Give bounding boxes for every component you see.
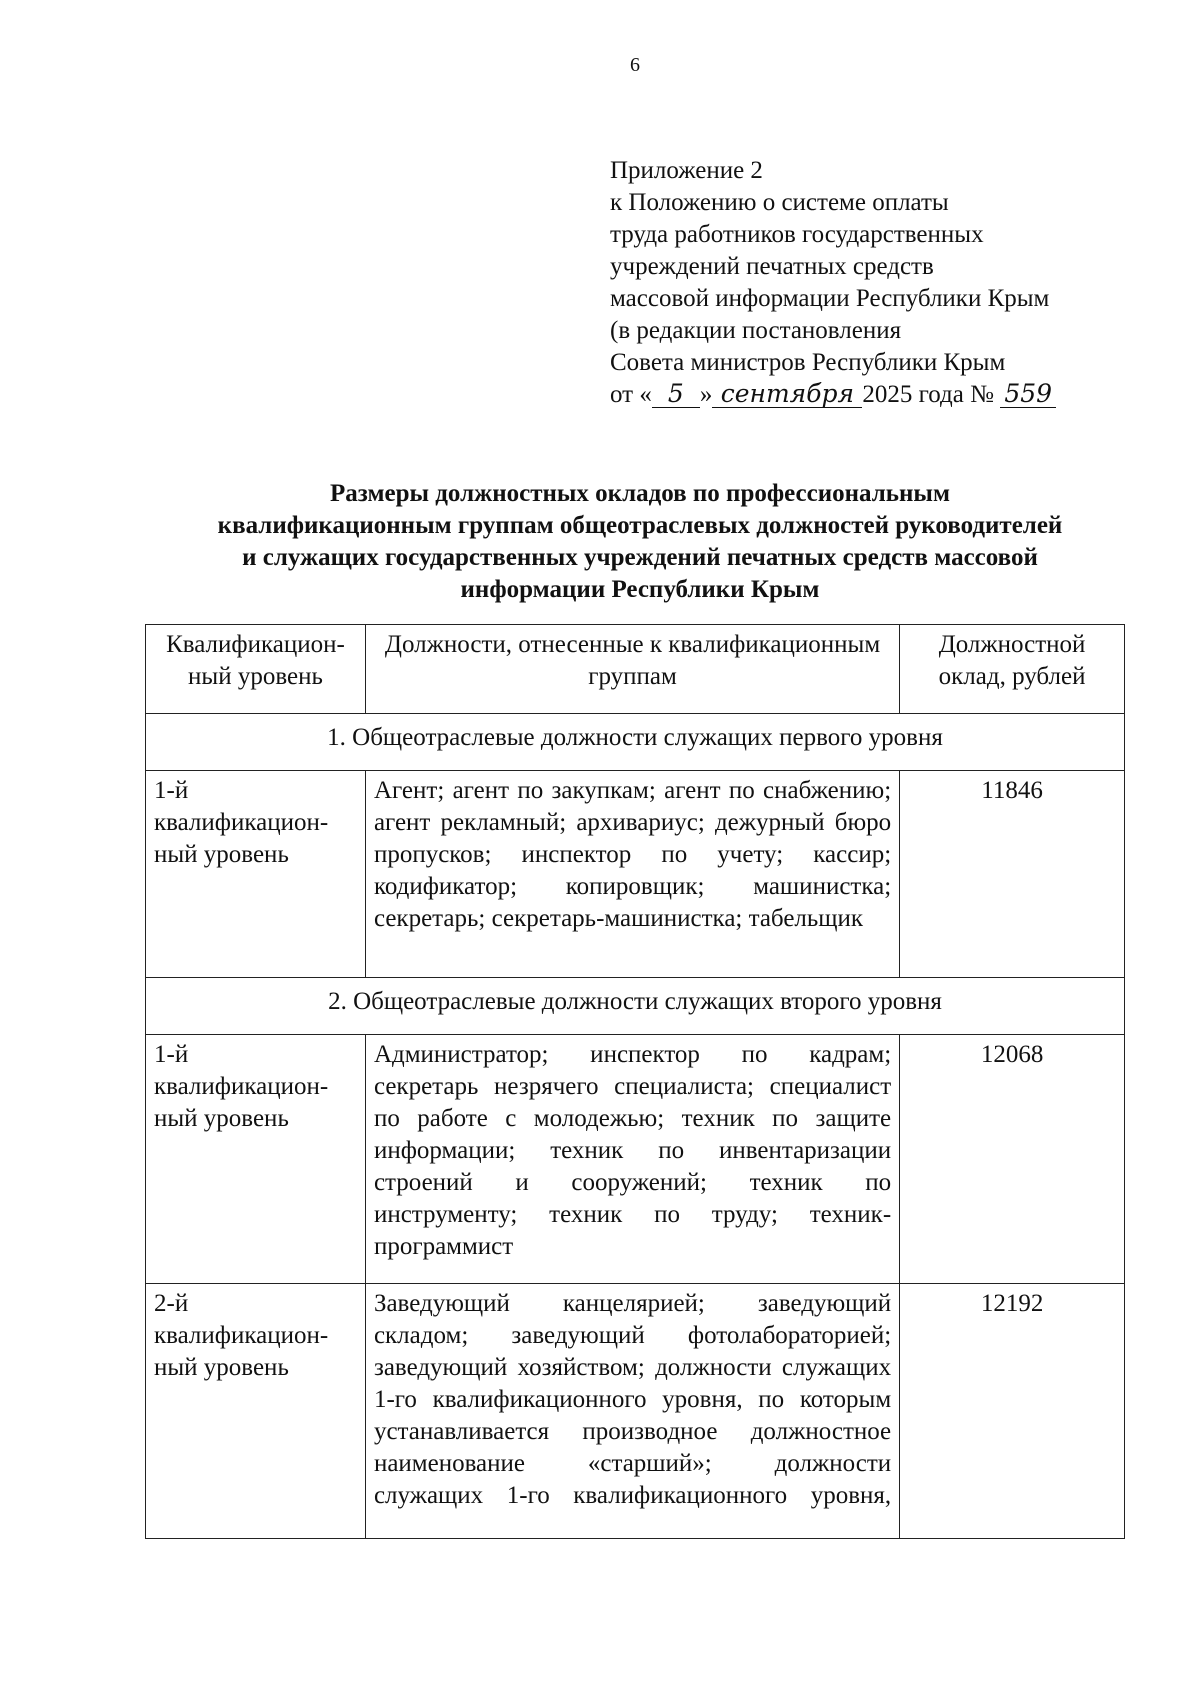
document-title (120, 478, 1160, 606)
header-level: Квалификацион-ный уровень (146, 625, 366, 714)
date-prefix: от « (610, 381, 652, 408)
section-row (146, 714, 1125, 771)
title-line: информации Республики Крым (460, 576, 820, 603)
table-header-row (146, 625, 1125, 714)
salary-table (145, 624, 1125, 1539)
section-row (146, 978, 1125, 1035)
date-quote: » (699, 381, 713, 408)
appendix-line: массовой информации Республики Крым (610, 285, 1050, 312)
section-title: 1. Общеотраслевые должности служащих первого уровня (146, 714, 1125, 771)
header-positions: Должности, отнесенные к квалификационным группам (365, 625, 899, 714)
title-line: Размеры должностных окладов по профессиональным (330, 480, 950, 507)
salary-cell: 12192 (900, 1284, 1125, 1539)
positions-cell: Администратор; инспектор по кадрам; секретарь незрячего специалиста; специалист по работе с молодежью; техник по защите информации; техник по инвентаризации строений и сооружений; техник по инструменту; техник по труду; техник-программист (365, 1035, 899, 1284)
level-cell: 1-й квалификацион-ный уровень (146, 771, 366, 978)
appendix-line: Приложение 2 (610, 157, 763, 184)
appendix-line: Совета министров Республики Крым (610, 349, 1006, 376)
salary-cell: 11846 (900, 771, 1125, 978)
appendix-line: (в редакции постановления (610, 317, 902, 344)
handwritten-month: сентября (712, 381, 862, 408)
appendix-line: труда работников государственных (610, 221, 984, 248)
header-salary: Должностной оклад, рублей (900, 625, 1125, 714)
table-row (146, 1035, 1125, 1284)
appendix-block (610, 155, 1130, 411)
level-cell: 1-й квалификацион-ный уровень (146, 1035, 366, 1284)
positions-cell: Агент; агент по закупкам; агент по снабжению; агент рекламный; архивариус; дежурный бюро пропусков; инспектор по учету; кассир; кодификатор; копировщик; машинистка; секретарь; секретарь-машинистка; табельщик (365, 771, 899, 978)
positions-cell: Заведующий канцелярией; заведующий складом; заведующий фотолабораторией; заведующий хозяйством; должности служащих 1-го квалификационного уровня, по которым устанавливается производное должностное наименование «старший»; должности служащих 1-го квалификационного уровня, (365, 1284, 899, 1539)
handwritten-day: 5 (652, 381, 700, 408)
salary-cell: 12068 (900, 1035, 1125, 1284)
title-line: квалификационным группам общеотраслевых должностей руководителей (217, 512, 1063, 539)
handwritten-doc-number: 559 (1000, 381, 1056, 408)
appendix-line: к Положению о системе оплаты (610, 189, 949, 216)
appendix-date-line (610, 379, 1130, 411)
level-cell: 2-й квалификацион-ный уровень (146, 1284, 366, 1539)
table-row (146, 771, 1125, 978)
date-year: 2025 года № (862, 381, 994, 408)
appendix-line: учреждений печатных средств (610, 253, 934, 280)
page-number: 6 (630, 54, 640, 76)
table-row (146, 1284, 1125, 1539)
title-line: и служащих государственных учреждений печатных средств массовой (242, 544, 1038, 571)
section-title: 2. Общеотраслевые должности служащих второго уровня (146, 978, 1125, 1035)
